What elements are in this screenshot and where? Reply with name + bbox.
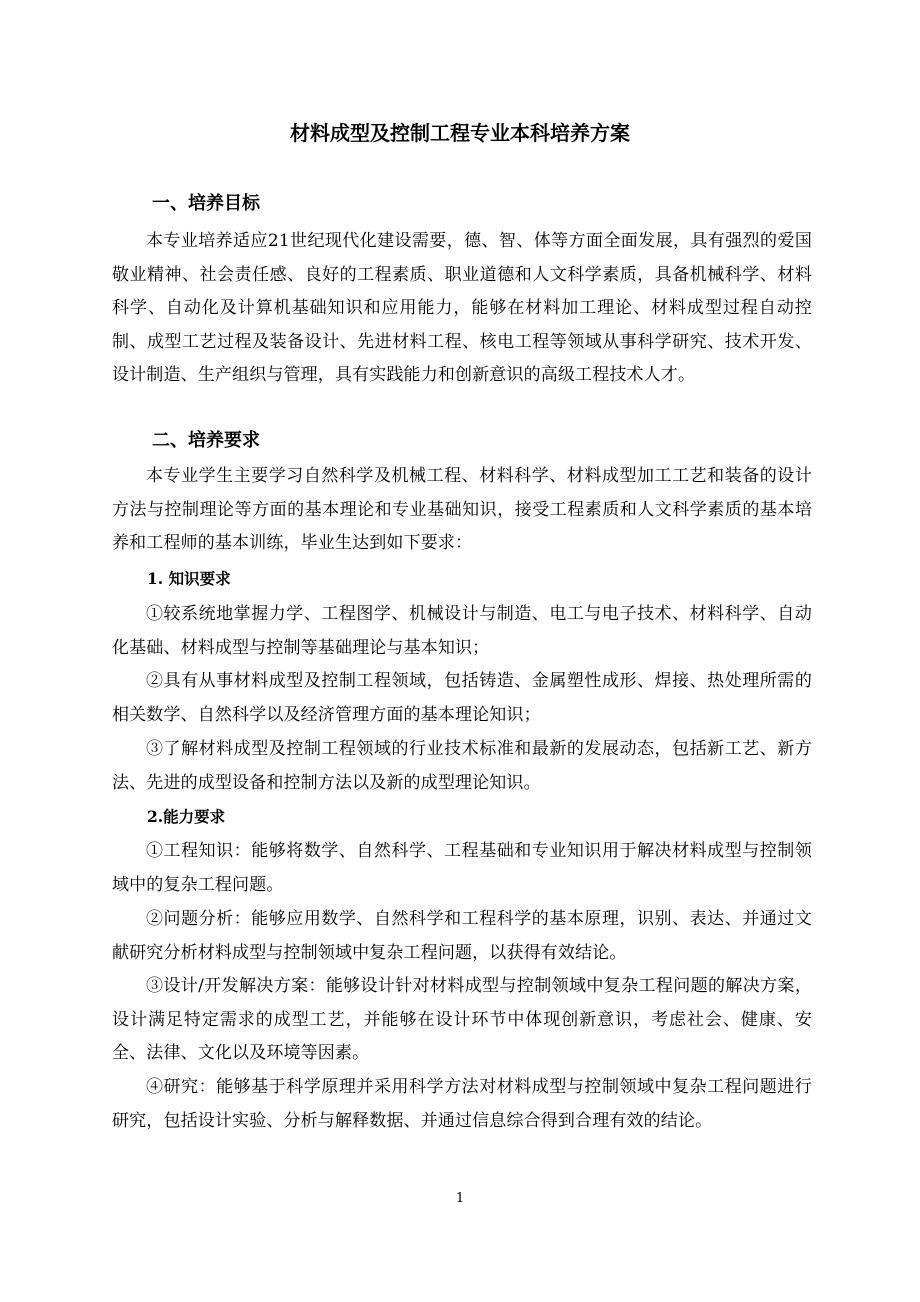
knowledge-item: ③了解材料成型及控制工程领域的行业技术标准和最新的发展动态，包括新工艺、新方法、先进的成型设备和控制方法以及新的成型理论知识。 bbox=[112, 739, 812, 793]
ability-item: ④研究：能够基于科学原理并采用科学方法对材料成型与控制领域中复杂工程问题进行研究，包括设计实验、分析与解释数据、并通过信息综合得到合理有效的结论。 bbox=[112, 1077, 812, 1131]
goals-paragraph: 本专业培养适应21世纪现代化建设需要，德、智、体等方面全面发展，具有强烈的爱国敬业精神、社会责任感、良好的工程素质、职业道德和人文科学素质，具备机械科学、材料科学、自动化及计算机基础知识和应用能力，能够在材料加工理论、材料成型过程自动控制、成型工艺过程及装备设计、先进材料工程、核电工程等领域从事科学研究、技术开发、设计制造、生产组织与管理，具有实践能力和创新意识的高级工程技术人才。 bbox=[112, 231, 812, 386]
ability-item: ②问题分析：能够应用数学、自然科学和工程科学的基本原理，识别、表达、并通过文献研究分析材料成型与控制领域中复杂工程问题，以获得有效结论。 bbox=[112, 909, 812, 963]
knowledge-item: ①较系统地掌握力学、工程图学、机械设计与制造、电工与电子技术、材料科学、自动化基础、材料成型与控制等基础理论与基本知识； bbox=[112, 604, 812, 658]
section-heading-goals: 一、培养目标 bbox=[152, 193, 260, 214]
ability-item: ③设计/开发解决方案：能够设计针对材料成型与控制领域中复杂工程问题的解决方案，设计满足特定需求的成型工艺，并能够在设计环节中体现创新意识，考虑社会、健康、安全、法律、文化以及环境等因素。 bbox=[112, 976, 812, 1064]
subheading-knowledge: 1. 知识要求 bbox=[147, 569, 231, 588]
page-number: 1 bbox=[455, 1191, 465, 1206]
subheading-ability: 2.能力要求 bbox=[147, 807, 226, 826]
page-title: 材料成型及控制工程专业本科培养方案 bbox=[290, 121, 630, 145]
knowledge-item: ②具有从事材料成型及控制工程领域，包括铸造、金属塑性成形、焊接、热处理所需的相关数学、自然科学以及经济管理方面的基本理论知识； bbox=[112, 671, 812, 725]
ability-item: ①工程知识：能够将数学、自然科学、工程基础和专业知识用于解决材料成型与控制领域中的复杂工程问题。 bbox=[112, 841, 812, 895]
requirements-intro-paragraph: 本专业学生主要学习自然科学及机械工程、材料科学、材料成型加工工艺和装备的设计方法与控制理论等方面的基本理论和专业基础知识，接受工程素质和人文科学素质的基本培养和工程师的基本训练，毕业生达到如下要求： bbox=[112, 466, 812, 554]
section-heading-requirements: 二、培养要求 bbox=[152, 430, 260, 451]
